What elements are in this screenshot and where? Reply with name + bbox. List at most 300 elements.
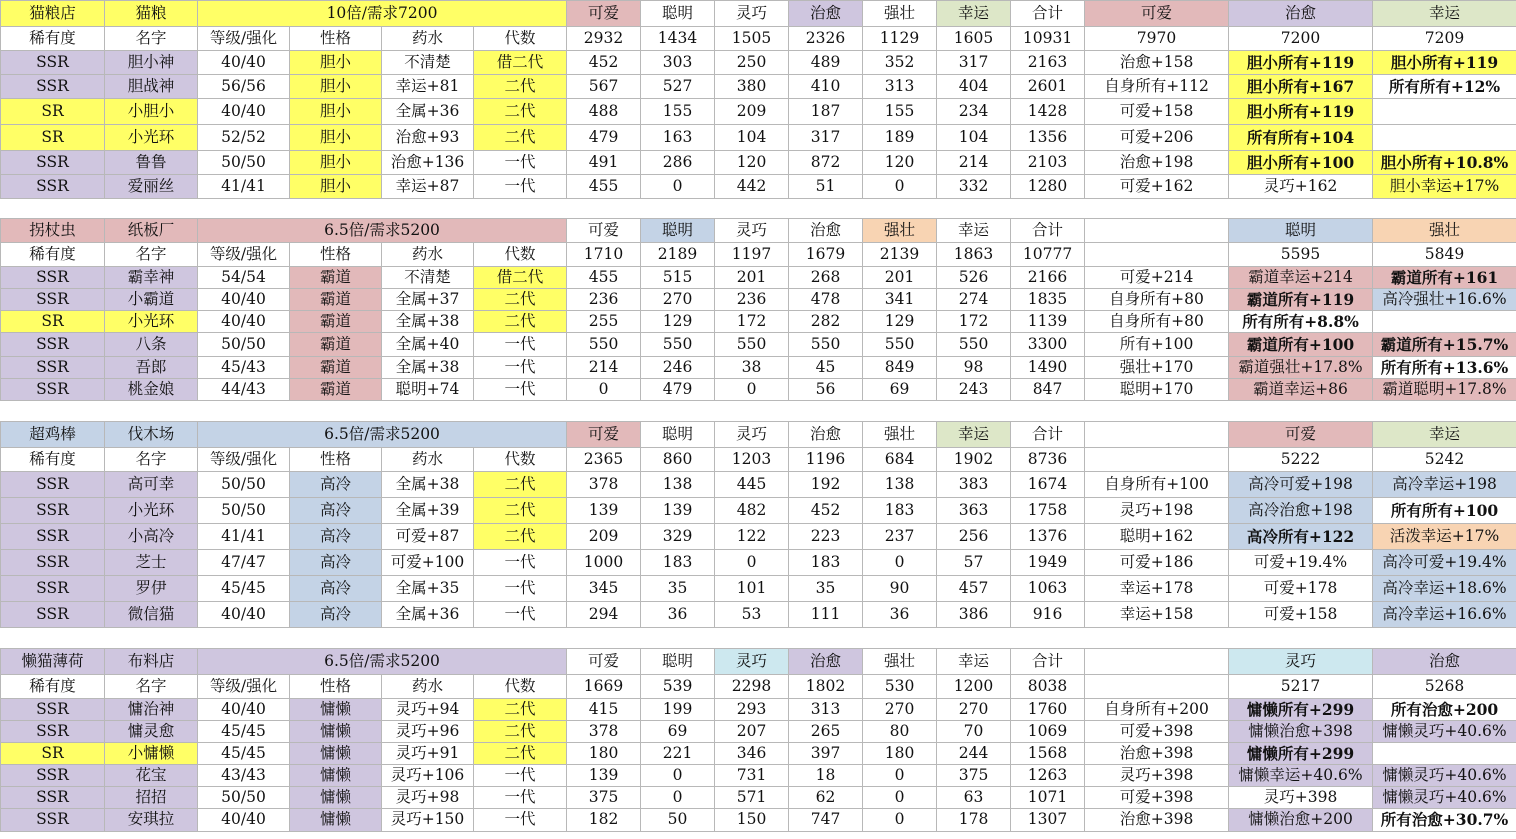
rarity-cell[interactable]: SSR (1, 289, 105, 311)
personality-cell[interactable]: 慵懒 (290, 699, 382, 721)
skill2-cell[interactable]: 所有所有+8.8% (1229, 311, 1373, 333)
stat-value-cell[interactable]: 246 (641, 357, 715, 379)
stat-value-cell[interactable]: 1356 (1011, 125, 1085, 151)
column-label-generation[interactable]: 代数 (474, 675, 567, 699)
stat-value-cell[interactable]: 375 (567, 787, 641, 809)
column-label-generation[interactable]: 代数 (474, 27, 567, 51)
generation-cell[interactable]: 二代 (474, 75, 567, 99)
personality-cell[interactable]: 胆小 (290, 51, 382, 75)
level-cell[interactable]: 41/41 (198, 175, 290, 199)
skill2-cell[interactable]: 胆小所有+100 (1229, 151, 1373, 175)
stat-value-cell[interactable]: 567 (567, 75, 641, 99)
stat-value-cell[interactable]: 303 (641, 51, 715, 75)
skill3-cell[interactable]: 高冷幸运+18.6% (1373, 576, 1516, 602)
name-cell[interactable]: 小霸道 (105, 289, 198, 311)
stat-value-cell[interactable]: 270 (937, 699, 1011, 721)
stat-value-cell[interactable]: 452 (789, 498, 863, 524)
skill3-cell[interactable]: 胆小所有+10.8% (1373, 151, 1516, 175)
column-label-rarity[interactable]: 稀有度 (1, 243, 105, 267)
personality-cell[interactable]: 胆小 (290, 125, 382, 151)
shop-demand-cell[interactable]: 6.5倍/需求5200 (198, 219, 567, 243)
skill1-cell[interactable]: 灵巧+198 (1085, 498, 1229, 524)
skill1-cell[interactable]: 可爱+398 (1085, 787, 1229, 809)
skill2-cell[interactable]: 可爱+178 (1229, 576, 1373, 602)
stat-header-cell[interactable]: 幸运 (937, 219, 1011, 243)
tag-total-cell[interactable] (1085, 675, 1229, 699)
stat-total-cell[interactable]: 2139 (863, 243, 937, 267)
skill3-cell[interactable]: 所有治愈+30.7% (1373, 809, 1516, 832)
tag-total-cell[interactable]: 7970 (1085, 27, 1229, 51)
name-cell[interactable]: 胆战神 (105, 75, 198, 99)
stat-total-cell[interactable]: 684 (863, 448, 937, 472)
name-cell[interactable]: 慵灵愈 (105, 721, 198, 743)
stat-value-cell[interactable]: 163 (641, 125, 715, 151)
tag-total-cell[interactable]: 5268 (1373, 675, 1516, 699)
name-cell[interactable]: 小光环 (105, 125, 198, 151)
stat-value-cell[interactable]: 482 (715, 498, 789, 524)
stat-value-cell[interactable]: 155 (863, 99, 937, 125)
skill1-cell[interactable]: 可爱+398 (1085, 721, 1229, 743)
personality-cell[interactable]: 胆小 (290, 175, 382, 199)
generation-cell[interactable]: 一代 (474, 550, 567, 576)
name-cell[interactable]: 胆小神 (105, 51, 198, 75)
stat-total-cell[interactable]: 1505 (715, 27, 789, 51)
stat-value-cell[interactable]: 455 (567, 267, 641, 289)
stat-value-cell[interactable]: 386 (937, 602, 1011, 628)
skill3-cell[interactable]: 高冷可爱+19.4% (1373, 550, 1516, 576)
rarity-cell[interactable]: SSR (1, 498, 105, 524)
stat-value-cell[interactable]: 155 (641, 99, 715, 125)
skill3-cell[interactable]: 所有所有+13.6% (1373, 357, 1516, 379)
stat-total-cell[interactable]: 539 (641, 675, 715, 699)
name-cell[interactable]: 霸幸神 (105, 267, 198, 289)
generation-cell[interactable]: 一代 (474, 809, 567, 832)
stat-total-cell[interactable]: 860 (641, 448, 715, 472)
stat-total-cell[interactable]: 530 (863, 675, 937, 699)
generation-cell[interactable]: 一代 (474, 765, 567, 787)
stat-value-cell[interactable]: 0 (863, 765, 937, 787)
column-label-level[interactable]: 等级/强化 (198, 675, 290, 699)
skill2-cell[interactable]: 慵懒治愈+200 (1229, 809, 1373, 832)
stat-value-cell[interactable]: 189 (863, 125, 937, 151)
skill1-cell[interactable]: 自身所有+100 (1085, 472, 1229, 498)
stat-value-cell[interactable]: 62 (789, 787, 863, 809)
column-label-name[interactable]: 名字 (105, 27, 198, 51)
stat-value-cell[interactable]: 550 (863, 333, 937, 357)
stat-value-cell[interactable]: 1949 (1011, 550, 1085, 576)
tag-header-cell[interactable]: 治愈 (1229, 1, 1373, 27)
stat-total-cell[interactable]: 2365 (567, 448, 641, 472)
stat-value-cell[interactable]: 192 (789, 472, 863, 498)
name-cell[interactable]: 八条 (105, 333, 198, 357)
generation-cell[interactable]: 二代 (474, 472, 567, 498)
stat-value-cell[interactable]: 80 (863, 721, 937, 743)
stat-value-cell[interactable]: 1000 (567, 550, 641, 576)
stat-value-cell[interactable]: 104 (715, 125, 789, 151)
generation-cell[interactable]: 二代 (474, 699, 567, 721)
stat-value-cell[interactable]: 341 (863, 289, 937, 311)
stat-total-cell[interactable]: 1679 (789, 243, 863, 267)
potion-cell[interactable]: 全属+38 (382, 472, 474, 498)
stat-value-cell[interactable]: 236 (715, 289, 789, 311)
stat-value-cell[interactable]: 1376 (1011, 524, 1085, 550)
stat-value-cell[interactable]: 207 (715, 721, 789, 743)
stat-total-cell[interactable]: 2932 (567, 27, 641, 51)
personality-cell[interactable]: 霸道 (290, 333, 382, 357)
stat-value-cell[interactable]: 221 (641, 743, 715, 765)
personality-cell[interactable]: 胆小 (290, 99, 382, 125)
stat-value-cell[interactable]: 0 (715, 550, 789, 576)
stat-value-cell[interactable]: 515 (641, 267, 715, 289)
rarity-cell[interactable]: SSR (1, 357, 105, 379)
stat-value-cell[interactable]: 916 (1011, 602, 1085, 628)
stat-value-cell[interactable]: 397 (789, 743, 863, 765)
stat-value-cell[interactable]: 139 (567, 765, 641, 787)
stat-value-cell[interactable]: 250 (715, 51, 789, 75)
rarity-cell[interactable]: SR (1, 743, 105, 765)
stat-value-cell[interactable]: 404 (937, 75, 1011, 99)
stat-value-cell[interactable]: 550 (715, 333, 789, 357)
skill2-cell[interactable]: 慵懒所有+299 (1229, 699, 1373, 721)
skill3-cell[interactable]: 霸道聪明+17.8% (1373, 379, 1516, 401)
column-label-personality[interactable]: 性格 (290, 243, 382, 267)
name-cell[interactable]: 芝士 (105, 550, 198, 576)
stat-value-cell[interactable]: 313 (789, 699, 863, 721)
level-cell[interactable]: 45/45 (198, 743, 290, 765)
stat-value-cell[interactable]: 317 (937, 51, 1011, 75)
stat-value-cell[interactable]: 2601 (1011, 75, 1085, 99)
rarity-cell[interactable]: SSR (1, 524, 105, 550)
skill2-cell[interactable]: 高冷所有+122 (1229, 524, 1373, 550)
stat-header-cell[interactable]: 聪明 (641, 422, 715, 448)
stat-value-cell[interactable]: 256 (937, 524, 1011, 550)
name-cell[interactable]: 鲁鲁 (105, 151, 198, 175)
stat-header-cell[interactable]: 合计 (1011, 1, 1085, 27)
potion-cell[interactable]: 可爱+100 (382, 550, 474, 576)
potion-cell[interactable]: 灵巧+96 (382, 721, 474, 743)
skill3-cell[interactable]: 活泼幸运+17% (1373, 524, 1516, 550)
skill3-cell[interactable]: 胆小幸运+17% (1373, 175, 1516, 199)
stat-value-cell[interactable]: 53 (715, 602, 789, 628)
stat-value-cell[interactable]: 18 (789, 765, 863, 787)
stat-value-cell[interactable]: 286 (641, 151, 715, 175)
rarity-cell[interactable]: SSR (1, 721, 105, 743)
stat-value-cell[interactable]: 223 (789, 524, 863, 550)
stat-value-cell[interactable]: 0 (715, 379, 789, 401)
potion-cell[interactable]: 治愈+136 (382, 151, 474, 175)
stat-value-cell[interactable]: 182 (567, 809, 641, 832)
rarity-cell[interactable]: SSR (1, 699, 105, 721)
stat-value-cell[interactable]: 1490 (1011, 357, 1085, 379)
rarity-cell[interactable]: SSR (1, 175, 105, 199)
stat-value-cell[interactable]: 1760 (1011, 699, 1085, 721)
rarity-cell[interactable]: SSR (1, 151, 105, 175)
rarity-cell[interactable]: SSR (1, 550, 105, 576)
skill1-cell[interactable]: 聪明+162 (1085, 524, 1229, 550)
stat-value-cell[interactable]: 138 (641, 472, 715, 498)
column-label-potion[interactable]: 药水 (382, 243, 474, 267)
level-cell[interactable]: 44/43 (198, 379, 290, 401)
skill3-cell[interactable]: 霸道所有+161 (1373, 267, 1516, 289)
stat-value-cell[interactable]: 69 (641, 721, 715, 743)
stat-value-cell[interactable]: 2166 (1011, 267, 1085, 289)
name-cell[interactable]: 安琪拉 (105, 809, 198, 832)
stat-header-cell[interactable]: 强壮 (863, 422, 937, 448)
skill2-cell[interactable]: 灵巧+162 (1229, 175, 1373, 199)
column-label-generation[interactable]: 代数 (474, 243, 567, 267)
tag-header-cell[interactable]: 强壮 (1373, 219, 1516, 243)
skill1-cell[interactable]: 自身所有+200 (1085, 699, 1229, 721)
stat-header-cell[interactable]: 治愈 (789, 649, 863, 675)
stat-value-cell[interactable]: 172 (715, 311, 789, 333)
skill3-cell[interactable] (1373, 743, 1516, 765)
skill2-cell[interactable]: 胆小所有+119 (1229, 99, 1373, 125)
stat-value-cell[interactable]: 478 (789, 289, 863, 311)
skill2-cell[interactable]: 高冷可爱+198 (1229, 472, 1373, 498)
potion-cell[interactable]: 幸运+81 (382, 75, 474, 99)
stat-value-cell[interactable]: 415 (567, 699, 641, 721)
name-cell[interactable]: 桃金娘 (105, 379, 198, 401)
stat-value-cell[interactable]: 120 (715, 151, 789, 175)
stat-header-cell[interactable]: 灵巧 (715, 219, 789, 243)
tag-total-cell[interactable]: 7200 (1229, 27, 1373, 51)
stat-value-cell[interactable]: 352 (863, 51, 937, 75)
stat-value-cell[interactable]: 2163 (1011, 51, 1085, 75)
shop-demand-cell[interactable]: 10倍/需求7200 (198, 1, 567, 27)
stat-value-cell[interactable]: 139 (641, 498, 715, 524)
name-cell[interactable]: 小慵懒 (105, 743, 198, 765)
stat-value-cell[interactable]: 255 (567, 311, 641, 333)
generation-cell[interactable]: 一代 (474, 175, 567, 199)
stat-value-cell[interactable]: 491 (567, 151, 641, 175)
stat-value-cell[interactable]: 138 (863, 472, 937, 498)
level-cell[interactable]: 40/40 (198, 809, 290, 832)
level-cell[interactable]: 40/40 (198, 289, 290, 311)
stat-value-cell[interactable]: 90 (863, 576, 937, 602)
stat-header-cell[interactable]: 幸运 (937, 1, 1011, 27)
stat-value-cell[interactable]: 0 (641, 787, 715, 809)
stat-value-cell[interactable]: 0 (641, 765, 715, 787)
column-label-rarity[interactable]: 稀有度 (1, 27, 105, 51)
stat-value-cell[interactable]: 214 (937, 151, 1011, 175)
personality-cell[interactable]: 慵懒 (290, 721, 382, 743)
stat-total-cell[interactable]: 1197 (715, 243, 789, 267)
level-cell[interactable]: 47/47 (198, 550, 290, 576)
level-cell[interactable]: 52/52 (198, 125, 290, 151)
stat-value-cell[interactable]: 1063 (1011, 576, 1085, 602)
potion-cell[interactable]: 可爱+87 (382, 524, 474, 550)
level-cell[interactable]: 40/40 (198, 51, 290, 75)
generation-cell[interactable]: 二代 (474, 721, 567, 743)
stat-value-cell[interactable]: 363 (937, 498, 1011, 524)
stat-value-cell[interactable]: 1263 (1011, 765, 1085, 787)
stat-value-cell[interactable]: 346 (715, 743, 789, 765)
generation-cell[interactable]: 一代 (474, 602, 567, 628)
stat-value-cell[interactable]: 120 (863, 151, 937, 175)
tag-total-cell[interactable] (1085, 448, 1229, 472)
generation-cell[interactable]: 二代 (474, 524, 567, 550)
stat-value-cell[interactable]: 313 (863, 75, 937, 99)
generation-cell[interactable]: 二代 (474, 743, 567, 765)
stat-total-cell[interactable]: 1434 (641, 27, 715, 51)
tag-header-cell[interactable]: 治愈 (1373, 649, 1516, 675)
stat-value-cell[interactable]: 236 (567, 289, 641, 311)
skill2-cell[interactable]: 慵懒幸运+40.6% (1229, 765, 1373, 787)
stat-header-cell[interactable]: 强壮 (863, 1, 937, 27)
level-cell[interactable]: 40/40 (198, 602, 290, 628)
shop-place-cell[interactable]: 纸板厂 (105, 219, 198, 243)
skill3-cell[interactable] (1373, 125, 1516, 151)
stat-header-cell[interactable]: 灵巧 (715, 422, 789, 448)
stat-header-cell[interactable]: 灵巧 (715, 1, 789, 27)
stat-value-cell[interactable]: 129 (863, 311, 937, 333)
stat-header-cell[interactable]: 强壮 (863, 649, 937, 675)
stat-header-cell[interactable]: 合计 (1011, 219, 1085, 243)
stat-value-cell[interactable]: 527 (641, 75, 715, 99)
generation-cell[interactable]: 一代 (474, 151, 567, 175)
skill3-cell[interactable]: 所有所有+100 (1373, 498, 1516, 524)
stat-value-cell[interactable]: 550 (641, 333, 715, 357)
column-label-personality[interactable]: 性格 (290, 448, 382, 472)
skill3-cell[interactable]: 所有治愈+200 (1373, 699, 1516, 721)
stat-value-cell[interactable]: 1280 (1011, 175, 1085, 199)
shop-place-cell[interactable]: 伐木场 (105, 422, 198, 448)
stat-value-cell[interactable]: 183 (863, 498, 937, 524)
shop-item-cell[interactable]: 懒猫薄荷 (1, 649, 105, 675)
personality-cell[interactable]: 霸道 (290, 289, 382, 311)
skill3-cell[interactable]: 高冷幸运+198 (1373, 472, 1516, 498)
name-cell[interactable]: 高可幸 (105, 472, 198, 498)
column-label-potion[interactable]: 药水 (382, 675, 474, 699)
personality-cell[interactable]: 慵懒 (290, 787, 382, 809)
stat-total-cell[interactable]: 1200 (937, 675, 1011, 699)
stat-value-cell[interactable]: 36 (641, 602, 715, 628)
potion-cell[interactable]: 灵巧+94 (382, 699, 474, 721)
stat-value-cell[interactable]: 274 (937, 289, 1011, 311)
stat-value-cell[interactable]: 63 (937, 787, 1011, 809)
skill1-cell[interactable]: 可爱+186 (1085, 550, 1229, 576)
tag-header-cell[interactable]: 灵巧 (1229, 649, 1373, 675)
name-cell[interactable]: 小胆小 (105, 99, 198, 125)
stat-value-cell[interactable]: 180 (567, 743, 641, 765)
stat-total-cell[interactable]: 10931 (1011, 27, 1085, 51)
skill2-cell[interactable]: 高冷治愈+198 (1229, 498, 1373, 524)
stat-value-cell[interactable]: 445 (715, 472, 789, 498)
stat-value-cell[interactable]: 457 (937, 576, 1011, 602)
stat-value-cell[interactable]: 183 (641, 550, 715, 576)
stat-header-cell[interactable]: 幸运 (937, 422, 1011, 448)
tag-header-cell[interactable]: 幸运 (1373, 422, 1516, 448)
stat-value-cell[interactable]: 293 (715, 699, 789, 721)
stat-value-cell[interactable]: 101 (715, 576, 789, 602)
skill2-cell[interactable]: 胆小所有+119 (1229, 51, 1373, 75)
stat-header-cell[interactable]: 治愈 (789, 1, 863, 27)
stat-value-cell[interactable]: 0 (863, 550, 937, 576)
level-cell[interactable]: 45/43 (198, 357, 290, 379)
stat-value-cell[interactable]: 201 (863, 267, 937, 289)
rarity-cell[interactable]: SSR (1, 602, 105, 628)
stat-total-cell[interactable]: 8736 (1011, 448, 1085, 472)
column-label-rarity[interactable]: 稀有度 (1, 675, 105, 699)
stat-value-cell[interactable]: 550 (567, 333, 641, 357)
stat-value-cell[interactable]: 35 (789, 576, 863, 602)
rarity-cell[interactable]: SSR (1, 51, 105, 75)
skill1-cell[interactable]: 自身所有+80 (1085, 311, 1229, 333)
stat-value-cell[interactable]: 550 (789, 333, 863, 357)
personality-cell[interactable]: 高冷 (290, 472, 382, 498)
stat-header-cell[interactable]: 可爱 (567, 649, 641, 675)
skill2-cell[interactable]: 可爱+19.4% (1229, 550, 1373, 576)
rarity-cell[interactable]: SR (1, 125, 105, 151)
stat-value-cell[interactable]: 1139 (1011, 311, 1085, 333)
stat-value-cell[interactable]: 526 (937, 267, 1011, 289)
stat-value-cell[interactable]: 98 (937, 357, 1011, 379)
generation-cell[interactable]: 借二代 (474, 267, 567, 289)
stat-header-cell[interactable]: 治愈 (789, 219, 863, 243)
stat-value-cell[interactable]: 847 (1011, 379, 1085, 401)
stat-total-cell[interactable]: 2189 (641, 243, 715, 267)
stat-value-cell[interactable]: 378 (567, 472, 641, 498)
stat-value-cell[interactable]: 479 (567, 125, 641, 151)
stat-header-cell[interactable]: 合计 (1011, 422, 1085, 448)
potion-cell[interactable]: 全属+38 (382, 311, 474, 333)
column-label-name[interactable]: 名字 (105, 675, 198, 699)
stat-value-cell[interactable]: 1071 (1011, 787, 1085, 809)
stat-value-cell[interactable]: 1568 (1011, 743, 1085, 765)
potion-cell[interactable]: 聪明+74 (382, 379, 474, 401)
stat-value-cell[interactable]: 479 (641, 379, 715, 401)
stat-value-cell[interactable]: 489 (789, 51, 863, 75)
stat-value-cell[interactable]: 50 (641, 809, 715, 832)
stat-total-cell[interactable]: 1669 (567, 675, 641, 699)
tag-header-cell[interactable] (1085, 422, 1229, 448)
shop-place-cell[interactable]: 布料店 (105, 649, 198, 675)
personality-cell[interactable]: 高冷 (290, 602, 382, 628)
skill3-cell[interactable]: 慵懒灵巧+40.6% (1373, 765, 1516, 787)
skill1-cell[interactable]: 可爱+158 (1085, 99, 1229, 125)
generation-cell[interactable]: 一代 (474, 576, 567, 602)
stat-value-cell[interactable]: 201 (715, 267, 789, 289)
level-cell[interactable]: 56/56 (198, 75, 290, 99)
rarity-cell[interactable]: SSR (1, 765, 105, 787)
personality-cell[interactable]: 慵懒 (290, 809, 382, 832)
stat-value-cell[interactable]: 70 (937, 721, 1011, 743)
level-cell[interactable]: 45/45 (198, 721, 290, 743)
stat-value-cell[interactable]: 380 (715, 75, 789, 99)
stat-total-cell[interactable]: 1802 (789, 675, 863, 699)
stat-value-cell[interactable]: 243 (937, 379, 1011, 401)
skill1-cell[interactable]: 可爱+214 (1085, 267, 1229, 289)
tag-total-cell[interactable]: 5242 (1373, 448, 1516, 472)
stat-header-cell[interactable]: 灵巧 (715, 649, 789, 675)
stat-value-cell[interactable]: 731 (715, 765, 789, 787)
level-cell[interactable]: 40/40 (198, 699, 290, 721)
name-cell[interactable]: 招招 (105, 787, 198, 809)
stat-value-cell[interactable]: 56 (789, 379, 863, 401)
skill2-cell[interactable]: 霸道强壮+17.8% (1229, 357, 1373, 379)
name-cell[interactable]: 微信猫 (105, 602, 198, 628)
skill2-cell[interactable]: 慵懒治愈+398 (1229, 721, 1373, 743)
potion-cell[interactable]: 不清楚 (382, 267, 474, 289)
skill2-cell[interactable]: 霸道幸运+86 (1229, 379, 1373, 401)
personality-cell[interactable]: 霸道 (290, 357, 382, 379)
shop-item-cell[interactable]: 猫粮店 (1, 1, 105, 27)
name-cell[interactable]: 小光环 (105, 498, 198, 524)
skill2-cell[interactable]: 霸道幸运+214 (1229, 267, 1373, 289)
stat-total-cell[interactable]: 1902 (937, 448, 1011, 472)
stat-header-cell[interactable]: 聪明 (641, 649, 715, 675)
skill1-cell[interactable]: 治愈+158 (1085, 51, 1229, 75)
